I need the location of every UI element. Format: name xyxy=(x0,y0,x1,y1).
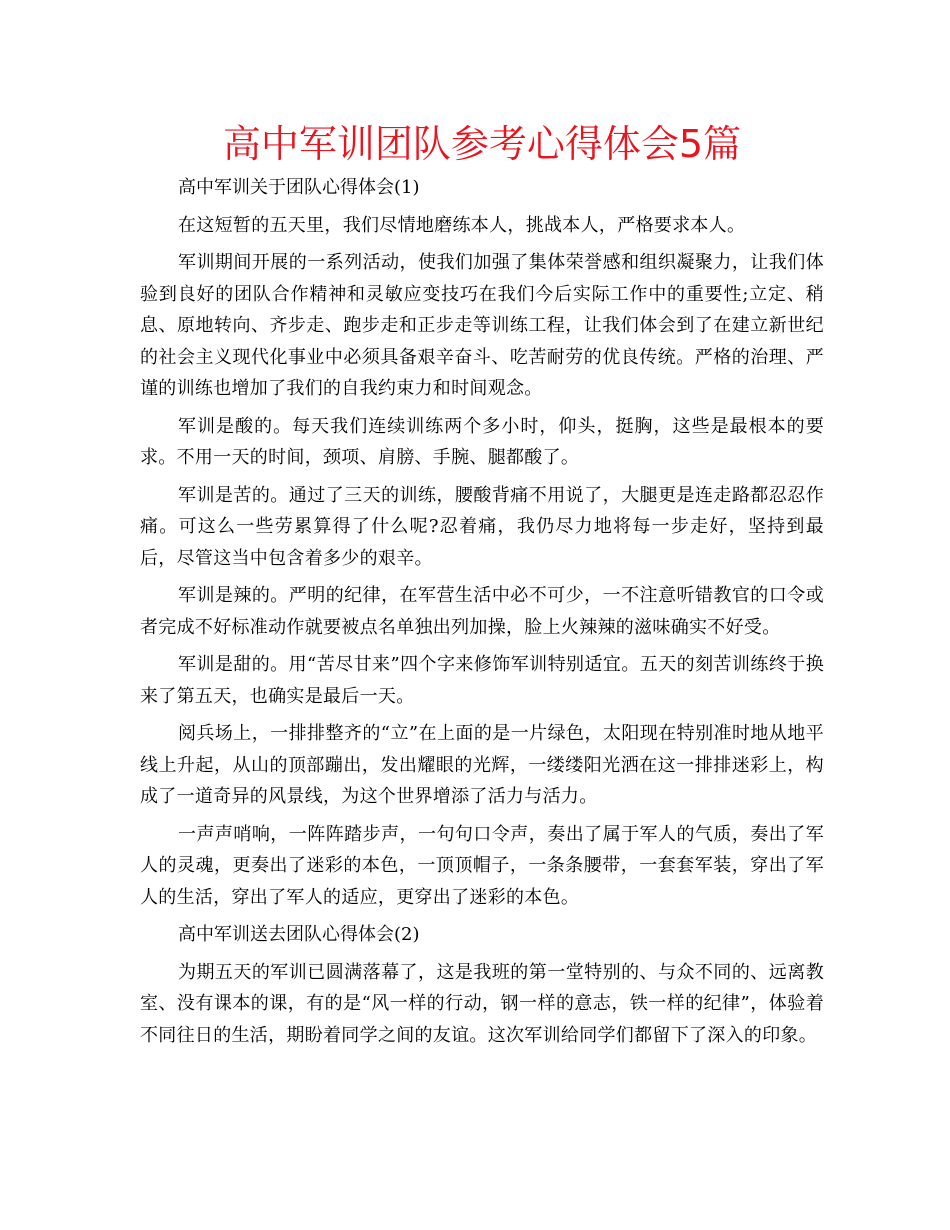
document-page xyxy=(140,118,824,1051)
section-heading-2: 高中军训送去团队心得体会(2) xyxy=(178,924,420,945)
paragraph: 军训是辣的。严明的纪律，在军营生活中必不可少，一不注意听错教官的口令或者完成不好标准动作就要被点名单独出列加操，脸上火辣辣的滋味确实不好受。 xyxy=(140,585,824,638)
paragraph: 为期五天的军训已圆满落幕了，这是我班的第一堂特别的、与众不同的、远离教室、没有课本的课，有的是“风一样的行动，钢一样的意志，铁一样的纪律”，体验着不同往日的生活，期盼着同学之间的友谊。这次军训给同学们都留下了深入的印象。 xyxy=(140,961,824,1046)
section-heading-1: 高中军训关于团队心得体会(1) xyxy=(178,177,420,198)
document-title: 高中军训团队参考心得体会5篇 xyxy=(222,122,742,166)
paragraph: 在这短暂的五天里，我们尽情地磨练本人，挑战本人，严格要求本人。 xyxy=(178,214,746,236)
paragraph: 阅兵场上，一排排整齐的“立”在上面的是一片绿色，太阳现在特别准时地从地平线上升起，从山的顶部蹦出，发出耀眼的光辉，一缕缕阳光洒在这一排排迷彩上，构成了一道奇异的风景线，为这个世界增添了活力与活力。 xyxy=(140,723,824,807)
paragraph: 军训是甜的。用“苦尽甘来”四个字来修饰军训特别适宜。五天的刻苦训练终于换来了第五天，也确实是最后一天。 xyxy=(140,654,824,707)
paragraph: 军训是酸的。每天我们连续训练两个多小时，仰头，挺胸，这些是最根本的要求。不用一天的时间，颈项、肩膀、手腕、腿都酸了。 xyxy=(140,415,824,468)
paragraph: 一声声哨响，一阵阵踏步声，一句句口令声，奏出了属于军人的气质，奏出了军人的灵魂，更奏出了迷彩的本色，一顶顶帽子，一条条腰带，一套套军装，穿出了军人的生活，穿出了军人的适应，更穿出了迷彩的本色。 xyxy=(140,823,824,908)
paragraph: 军训是苦的。通过了三天的训练，腰酸背痛不用说了，大腿更是连走路都忍忍作痛。可这么一些劳累算得了什么呢?忍着痛，我仍尽力地将每一步走好，坚持到最后，尽管这当中包含着多少的艰辛。 xyxy=(140,484,824,569)
paragraph: 军训期间开展的一系列活动，使我们加强了集体荣誉感和组织凝聚力，让我们体验到良好的团队合作精神和灵敏应变技巧在我们今后实际工作中的重要性;立定、稍息、原地转向、齐步走、跑步走和正步走等训练工程，让我们体会到了在建立新世纪的社会主义现代化事业中必须具备艰辛奋斗、吃苦耐劳的优良传统。严格的治理、严谨的训练也增加了我们的自我约束力和时间观念。 xyxy=(140,252,824,399)
